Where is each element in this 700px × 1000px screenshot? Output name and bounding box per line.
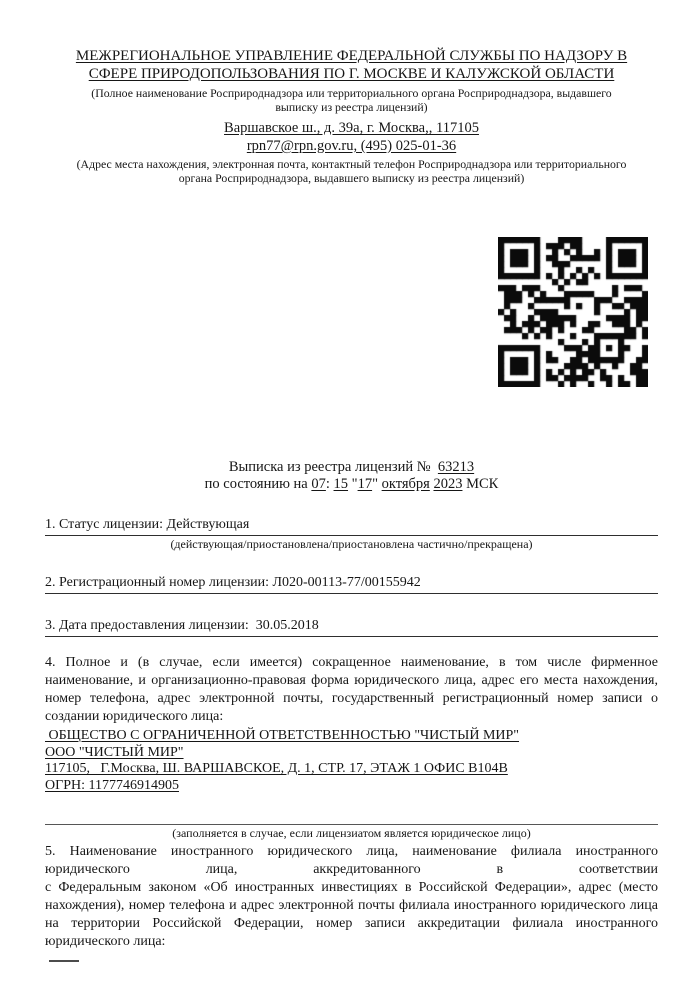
licensee-short-name: ООО "ЧИСТЫЙ МИР" xyxy=(45,744,184,760)
field-license-grant-date-value: 30.05.2018 xyxy=(255,618,319,633)
field-license-status-value: Действующая xyxy=(166,517,250,532)
qr-code-image xyxy=(498,237,648,387)
licensee-details xyxy=(45,728,658,794)
section-divider-line xyxy=(45,824,658,825)
field-license-status-note: (действующая/приостановлена/приостановлена частично/прекращена) xyxy=(170,537,533,551)
field-registration-number xyxy=(45,575,658,594)
registry-extract-number-line: Выписка из реестра лицензий № 63213 xyxy=(228,459,475,475)
qr-code-row xyxy=(45,237,648,387)
field-license-status xyxy=(45,517,658,536)
field-license-grant-date xyxy=(45,618,658,637)
issuer-contacts-note: (Адрес места нахождения, электронная почта, контактный телефон Росприроднадзора или территориального органа Росприроднадзора, выдавшего выписку из реестра лицензий) xyxy=(76,157,627,185)
field-license-grant-date-label: 3. Дата предоставления лицензии: xyxy=(45,618,256,633)
clause-5-text-part1: 5. Наименование иностранного юридического лица, наименование филиала иностранного юридического лица, аккредитованного в соответствии xyxy=(45,844,658,877)
registry-extract-date-line: по состоянию на 07: 15 "17" октября 2023 МСК xyxy=(204,476,499,492)
field-registration-number-value: Л020-00113-77/00155942 xyxy=(272,575,421,590)
clause-5-text-part2: с Федеральным законом «Об иностранных инвестициях в Российской Федерации», адрес (место нахождения), номер телефона и адрес электронной почты филиала иностранного юридического лица на территории Российской Федерации, номер записи аккредитации филиала иностранного юридического лица: xyxy=(45,880,658,949)
issuer-address: Варшавское ш., д. 39а, г. Москва,, 117105 xyxy=(224,120,479,136)
licensee-ogrn: ОГРН: 1177746914905 xyxy=(45,777,179,793)
clause-5-empty-value-dash xyxy=(49,960,79,962)
issuer-title-line-2: СФЕРЕ ПРИРОДОПОЛЬЗОВАНИЯ ПО Г. МОСКВЕ И КАЛУЖСКОЙ ОБЛАСТИ xyxy=(88,65,615,82)
field-license-status-label: 1. Статус лицензии: xyxy=(45,517,167,532)
issuer-title-line-1: МЕЖРЕГИОНАЛЬНОЕ УПРАВЛЕНИЕ ФЕДЕРАЛЬНОЙ СЛУЖБЫ ПО НАДЗОРУ В xyxy=(75,48,628,64)
licensee-full-name: ОБЩЕСТВО С ОГРАНИЧЕННОЙ ОТВЕТСТВЕННОСТЬЮ "ЧИСТЫЙ МИР" xyxy=(45,728,520,743)
clause-4-note: (заполняется в случае, если лицензиатом является юридическое лицо) xyxy=(172,826,531,840)
issuer-title-note: (Полное наименование Росприроднадзора или территориального органа Росприроднадзора, выдавшего выписку из реестра лицензий) xyxy=(91,86,612,114)
clause-4-text: 4. Полное и (в случае, если имеется) сокращенное наименование, в том числе фирменное наименование, и организационно-правовая форма юридического лица, адрес его места нахождения, номер телефона, адрес электронной почты, государственный регистрационный номер записи о создании юридического лица: xyxy=(45,655,658,724)
field-registration-number-label: 2. Регистрационный номер лицензии: xyxy=(45,575,273,590)
licensee-address: 117105, Г.Москва, Ш. ВАРШАВСКОЕ, Д. 1, СТР. 17, ЭТАЖ 1 ОФИС В104В xyxy=(45,761,508,776)
issuer-contacts: rpn77@rpn.gov.ru, (495) 025-01-36 xyxy=(246,137,457,154)
issuer-title xyxy=(45,48,658,83)
